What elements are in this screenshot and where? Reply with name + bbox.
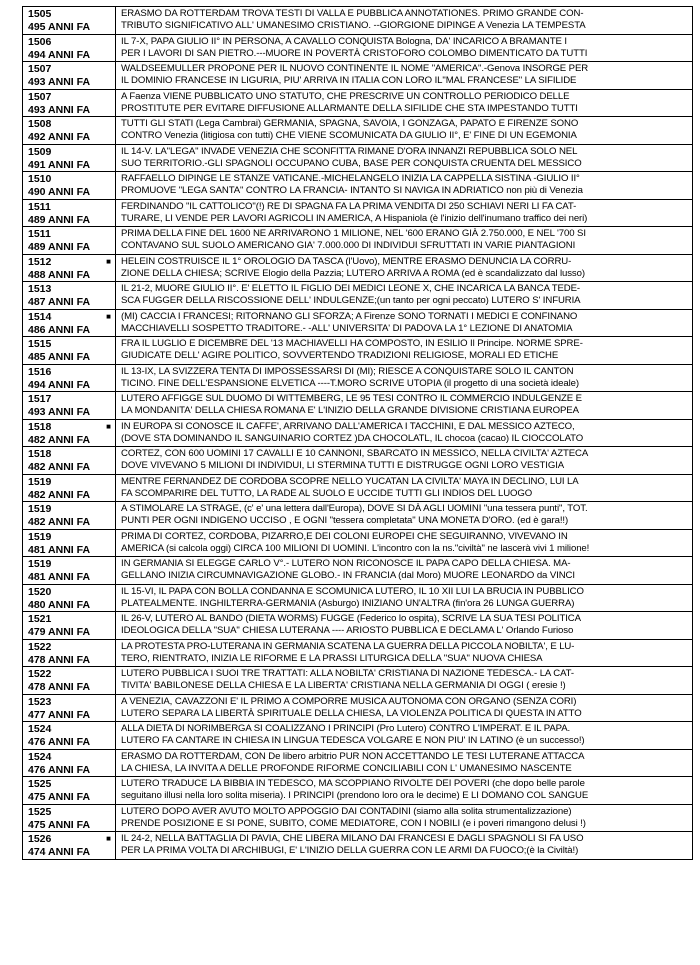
timeline-row (23, 639, 693, 667)
event-text (116, 172, 693, 200)
timeline-row (23, 502, 693, 530)
event-line: A Faenza VIENE PUBBLICATO UNO STATUTO, CHE PRESCRIVE UN CONTROLLO PERIODICO DELLE (121, 90, 570, 102)
event-text (116, 639, 693, 667)
event-line: PLATEALMENTE. INGHILTERRA-GERMANIA (Asburgo) INIZIANO UN'ALTRA (fin'ora 26 LUNGA GUERRA) (121, 597, 575, 609)
event-line: DOVE VIVEVANO 5 MILIONI DI INDIVIDUI, LI STERMINA TUTTI E DISTRUGGE OGNI LORO VESTIGIA (121, 460, 565, 472)
timeline-row (23, 722, 693, 750)
event-line: (MI) CACCIA I FRANCESI; RITORNANO GLI SFORZA; A Firenze SONO TORNATI I MEDICI E CONFINANO (121, 310, 578, 322)
date-cell (23, 227, 116, 255)
year-label: 1524 (28, 723, 52, 735)
event-line: FRA IL LUGLIO E DICEMBRE DEL '13 MACHIAVELLI HA COMPOSTO, IN ESILIO Il Principe. NORME SPRE- (121, 338, 583, 349)
years-ago-label: 493 ANNI FA (28, 76, 91, 88)
event-text (116, 777, 693, 805)
year-label: 1518 (28, 448, 52, 460)
years-ago-label: 495 ANNI FA (28, 21, 91, 33)
year-label: 1522 (28, 668, 52, 680)
years-ago-label: 475 ANNI FA (28, 791, 91, 803)
timeline-row (23, 364, 693, 392)
timeline-row (23, 254, 693, 282)
event-line: IDEOLOGICA DELLA "SUA" CHIESA LUTERANA ---- ARIOSTO PUBBLICA E DECLAMA L' Orlando Furioso (121, 625, 574, 637)
timeline-row (23, 804, 693, 832)
event-line: LA CHIESA, LA INVITA A DELLE PROFONDE RIFORME CONCILIABILI CON L' UMANESIMO NASCENTE (121, 762, 572, 774)
event-text (116, 89, 693, 117)
event-line: ZIONE DELLA CHIESA; SCRIVE Elogio della Pazzia; LUTERO ARRIVA A ROMA (ed è scandalizzato dal lusso) (121, 267, 585, 279)
years-ago-label: 476 ANNI FA (28, 736, 91, 748)
event-line: TICINO. FINE DELL'ESPANSIONE ELVETICA ----T.MORO SCRIVE UTOPIA (il progetto di una società ideale) (121, 377, 580, 389)
year-label: 1517 (28, 393, 52, 405)
year-label: 1510 (28, 173, 52, 185)
date-cell (23, 337, 116, 365)
years-ago-label: 482 ANNI FA (28, 488, 91, 501)
event-line: IL DOMINIO FRANCESE IN LIGURIA, PIU' ARRIVA IN ITALIA CON LORO IL"MAL FRANCESE" LA SIFILIDE (121, 75, 577, 87)
timeline-row (23, 419, 693, 447)
years-ago-label: 490 ANNI FA (28, 186, 91, 198)
date-cell (23, 777, 116, 805)
years-ago-label: 489 ANNI FA (28, 213, 91, 226)
event-line: ERASMO DA ROTTERDAM TROVA TESTI DI VALLA E PUBBLICA ANNOTATIONES. PRIMO GRANDE CON- (121, 8, 584, 19)
event-line: IL 13-IX, LA SVIZZERA TENTA DI IMPOSSESSARSI DI (MI); RIESCE A CONQUISTARE SOLO IL CANTON (121, 365, 574, 377)
date-cell (23, 364, 116, 392)
year-label: 1521 (28, 613, 52, 625)
event-line: MENTRE FERNANDEZ DE CORDOBA SCOPRE NELLO YUCATAN LA CIVILTA' MAYA IN DECLINO, LUI LA (121, 475, 579, 487)
event-text (116, 282, 693, 310)
year-label: 1523 (28, 695, 52, 708)
event-line: TRIBUTO SIGNIFICATIVO ALL' UMANESIMO CRISTIANO. --GIORGIONE DIPINGE A Venezia LA TEMPESTA (121, 20, 586, 32)
date-cell (23, 639, 116, 667)
timeline-row (23, 62, 693, 90)
timeline-row (23, 777, 693, 805)
years-ago-label: 486 ANNI FA (28, 323, 91, 336)
event-line: LUTERO FA CANTARE IN CHIESA IN LINGUA TEDESCA VOLGARE E NON PIU' IN LATINO (è un successo!) (121, 735, 585, 747)
years-ago-label: 475 ANNI FA (28, 818, 91, 831)
timeline-row (23, 612, 693, 640)
date-cell (23, 502, 116, 530)
date-cell (23, 282, 116, 310)
timeline-row (23, 584, 693, 612)
event-text (116, 254, 693, 282)
year-label: 1508 (28, 118, 52, 130)
year-label: 1526 (28, 833, 52, 845)
event-line: (DOVE STA DOMINANDO IL SANGUINARIO CORTEZ )DA CHOCOLATL, IL chocoa (cacao) IL CIOCCOLATO (121, 432, 584, 444)
event-line: ALLA DIETA DI NORIMBERGA SI COALIZZANO I PRINCIPI (Pro Lutero) CONTRO L'IMPERAT. E IL PAPA. (121, 723, 571, 734)
event-line: ERASMO DA ROTTERDAM, CON De libero arbitrio PUR NON ACCETTANDO LE TESI LUTERANE ATTACCA (121, 750, 585, 762)
years-ago-label: 482 ANNI FA (28, 433, 91, 446)
years-ago-label: 494 ANNI FA (28, 378, 91, 391)
years-ago-label: 478 ANNI FA (28, 653, 91, 666)
years-ago-label: 479 ANNI FA (28, 626, 91, 638)
years-ago-label: 491 ANNI FA (28, 158, 91, 171)
year-label: 1512 (28, 255, 52, 268)
date-cell (23, 832, 116, 860)
event-text (116, 694, 693, 722)
timeline-row (23, 89, 693, 117)
event-line: TIVITA' BABILONESE DELLA CHIESA E LA LIBERTA' CRISTIANA NELLA GERMANIA DI OGGI ( eresie !) (121, 680, 566, 692)
event-text (116, 34, 693, 62)
date-cell (23, 89, 116, 117)
years-ago-label: 489 ANNI FA (28, 241, 91, 253)
timeline-row (23, 199, 693, 227)
timeline-row (23, 667, 693, 695)
year-label: 1507 (28, 63, 52, 75)
event-line: RAFFAELLO DIPINGE LE STANZE VATICANE.-MICHELANGELO INIZIA LA CAPPELLA SISTINA -GIULIO II° (121, 173, 580, 184)
date-cell (23, 584, 116, 612)
event-text (116, 722, 693, 750)
event-line: WALDSEEMULLER PROPONE PER IL NUOVO CONTINENTE IL NOME "AMERICA".-Genova INSORGE PER (121, 63, 589, 74)
date-cell (23, 694, 116, 722)
event-line: IL 21-2, MUORE GIULIO II°. E' ELETTO IL FIGLIO DEI MEDICI LEONE X, CHE INCARICA LA BANCA TEDE- (121, 283, 581, 294)
event-line: PER I LAVORI DI SAN PIETRO.---MUORE IN POVERTÀ CRISTOFORO COLOMBO DIMENTICATO DA TUTTI (121, 47, 588, 59)
event-text (116, 337, 693, 365)
event-line: TUTTI GLI STATI (Lega Cambrai) GERMANIA, SPAGNA, SAVOIA, I GONZAGA, PAPATO E FIRENZE SONO (121, 118, 579, 129)
year-label: 1519 (28, 503, 52, 515)
timeline-row (23, 34, 693, 62)
event-line: IL 15-VI, IL PAPA CON BOLLA CONDANNA E SCOMUNICA LUTERO, IL 10 XII LUI LA BRUCIA IN PUBBLICO (121, 585, 584, 597)
event-line: IL 7-X, PAPA GIULIO II° IN PERSONA, A CAVALLO CONQUISTA Bologna, DA' INCARICO A BRAMANTE I (121, 35, 567, 47)
timeline-body (23, 7, 693, 860)
event-line: HELEIN COSTRUISCE IL 1° OROLOGIO DA TASCA (l'Uovo), MENTRE ERASMO DENUNCIA LA CORRU- (121, 255, 572, 267)
date-cell (23, 667, 116, 695)
event-text (116, 62, 693, 90)
date-cell (23, 749, 116, 777)
square-marker-icon: ■ (106, 256, 111, 266)
timeline-table (22, 6, 693, 860)
date-cell (23, 7, 116, 35)
year-label: 1511 (28, 200, 51, 213)
event-line: PRIMA DELLA FINE DEL 1600 NE ARRIVARONO 1 MILIONE, NEL '600 ERANO GIÀ 2.750.000, E NEL '700 SI (121, 228, 586, 239)
event-text (116, 447, 693, 475)
date-cell (23, 529, 116, 557)
year-label: 1525 (28, 778, 52, 790)
date-cell (23, 117, 116, 145)
date-cell (23, 309, 116, 337)
event-text (116, 364, 693, 392)
event-line: PRENDE POSIZIONE E SI PONE, SUBITO, COME MEDIATORE, CON I NOBILI (e i poveri rimangono delusi !) (121, 817, 586, 829)
event-line: PUNTI PER OGNI INDIGENO UCCISO , E OGNI "tessera completata" UNA MONETA D'ORO. (ed è gara!!) (121, 515, 569, 527)
event-line: IL 14-V. LA"LEGA" INVADE VENEZIA CHE SCONFITTA RIMANE D'ORA INNANZI REPUBBLICA SOLO NEL (121, 145, 578, 157)
year-label: 1520 (28, 585, 52, 598)
event-line: IN GERMANIA SI ELEGGE CARLO V°.- LUTERO NON RICONOSCE IL PAPA CAPO DELLA CHIESA. MA- (121, 558, 571, 569)
year-label: 1522 (28, 640, 52, 653)
event-text (116, 529, 693, 557)
event-text (116, 7, 693, 35)
event-text (116, 474, 693, 502)
timeline-row (23, 144, 693, 172)
event-text (116, 392, 693, 420)
date-cell (23, 172, 116, 200)
event-line: PER LA PRIMA VOLTA DI ARCHIBUGI, E' L'INIZIO DELLA GUERRA CON LE ARMI DA FUOCO;(è la Civiltà!) (121, 845, 579, 857)
event-line: FERDINANDO "IL CATTOLICO"(!) RE DI SPAGNA FA LA PRIMA VENDITA DI 250 SCHIAVI NERI LI FA CAT- (121, 200, 577, 212)
event-text (116, 117, 693, 145)
timeline-row (23, 172, 693, 200)
timeline-row (23, 337, 693, 365)
event-line: LUTERO AFFIGGE SUL DUOMO DI WITTEMBERG, LE 95 TESI CONTRO IL COMMERCIO INDULGENZE E (121, 393, 582, 404)
year-label: 1524 (28, 750, 52, 763)
year-label: 1516 (28, 365, 52, 378)
timeline-row (23, 832, 693, 860)
timeline-row (23, 474, 693, 502)
event-line: LUTERO TRADUCE LA BIBBIA IN TEDESCO, MA SCOPPIANO RIVOLTE DEI POVERI (che dopo belle parole (121, 778, 585, 789)
years-ago-label: 474 ANNI FA (28, 846, 91, 858)
years-ago-label: 488 ANNI FA (28, 268, 91, 281)
event-line: A VENEZIA, CAVAZZONI E' IL PRIMO A COMPORRE MUSICA AUTONOMA CON ORGANO (SENZA CORI) (121, 695, 577, 707)
date-cell (23, 144, 116, 172)
event-line: seguitano illusi nella loro solita miseria). I PRINCIPI (prendono loro ora le decime) E LI DOMANO COL SANGUE (121, 790, 589, 802)
event-line: MACCHIAVELLI SOSPETTO TRADITORE.- -ALL' UNIVERSITA' DI PADOVA LA 1° LEZIONE DI ANATOMIA (121, 322, 573, 334)
event-line: CONTRO Venezia (litigiosa con tutti) CHE VIENE SCOMUNICATA DA GIULIO II°, E' FINE DI UN EGEMONIA (121, 130, 577, 142)
event-line: CORTEZ, CON 600 UOMINI 17 CAVALLI E 10 CANNONI, SBARCATO IN MESSICO, NELLA CIVILTA' AZTECA (121, 448, 589, 459)
timeline-row (23, 529, 693, 557)
square-marker-icon: ■ (106, 421, 111, 431)
event-text (116, 749, 693, 777)
date-cell (23, 722, 116, 750)
event-line: LA PROTESTA PRO-LUTERANA IN GERMANIA SCATENA LA GUERRA DELLA PICCOLA NOBILTA', E LU- (121, 640, 575, 652)
event-text (116, 199, 693, 227)
timeline-row (23, 282, 693, 310)
event-text (116, 502, 693, 530)
years-ago-label: 492 ANNI FA (28, 131, 91, 143)
years-ago-label: 493 ANNI FA (28, 103, 91, 116)
timeline-row (23, 694, 693, 722)
event-text (116, 667, 693, 695)
timeline-row (23, 117, 693, 145)
square-marker-icon: ■ (106, 311, 111, 321)
years-ago-label: 481 ANNI FA (28, 571, 91, 583)
event-line: A STIMOLARE LA STRAGE, (c' e' una lettera dall'Europa), DOVE SI DÀ AGLI UOMINI "una tessera punti", TOT. (121, 503, 588, 514)
event-line: PROSTITUTE PER EVITARE DIFFUSIONE ALLARMANTE DELLA SIFILIDE CHE STA IMPESTANDO TUTTI (121, 102, 578, 114)
year-label: 1505 (28, 8, 52, 20)
years-ago-label: 481 ANNI FA (28, 543, 91, 556)
year-label: 1511 (28, 228, 51, 240)
event-text (116, 612, 693, 640)
event-line: CONTAVANO SUL SUOLO AMERICANO GIA' 7.000.000 DI INDIVIDUI SFRUTTATI IN VARIE PIANTAGIONI (121, 240, 576, 252)
timeline-row (23, 447, 693, 475)
date-cell (23, 447, 116, 475)
timeline-row (23, 309, 693, 337)
year-label: 1514 (28, 310, 52, 323)
timeline-row (23, 392, 693, 420)
date-cell (23, 612, 116, 640)
event-line: IL 24-2, NELLA BATTAGLIA DI PAVIA, CHE LIBERA MILANO DAI FRANCESI E DAGLI SPAGNOLI SI FA USO (121, 833, 584, 844)
year-label: 1515 (28, 338, 52, 350)
year-label: 1525 (28, 805, 52, 818)
year-label: 1513 (28, 283, 52, 295)
event-line: IL 26-V, LUTERO AL BANDO (DIETA WORMS) FUGGE (Federico lo ospita), SCRIVE LA SUA TESI POLITICA (121, 613, 581, 624)
years-ago-label: 493 ANNI FA (28, 406, 91, 418)
event-line: TURARE, LI VENDE PER LAVORI AGRICOLI IN AMERICA, A Hispaniola (è l'inizio dell'inumano traffico dei neri) (121, 212, 588, 224)
timeline-row (23, 7, 693, 35)
date-cell (23, 199, 116, 227)
year-label: 1519 (28, 530, 52, 543)
event-line: PRIMA DI CORTEZ, CORDOBA, PIZARRO,E DEI COLONI EUROPEI CHE SEGUIRANNO, VIVEVANO IN (121, 530, 568, 542)
years-ago-label: 478 ANNI FA (28, 681, 91, 693)
years-ago-label: 476 ANNI FA (28, 763, 91, 776)
event-text (116, 557, 693, 585)
years-ago-label: 477 ANNI FA (28, 708, 91, 721)
years-ago-label: 485 ANNI FA (28, 351, 91, 363)
event-line: IN EUROPA SI CONOSCE IL CAFFE', ARRIVANO DALL'AMERICA I TACCHINI, E DAL MESSICO AZTECO, (121, 420, 575, 432)
date-cell (23, 392, 116, 420)
year-label: 1519 (28, 558, 52, 570)
event-text (116, 832, 693, 860)
years-ago-label: 487 ANNI FA (28, 296, 91, 308)
years-ago-label: 480 ANNI FA (28, 598, 91, 611)
square-marker-icon: ■ (106, 834, 111, 843)
event-line: SUO TERRITORIO.-GLI SPAGNOLI OCCUPANO CUBA, BASE PER CONQUISTA CRUENTA DEL MESSICO (121, 157, 582, 169)
event-text (116, 144, 693, 172)
event-text (116, 309, 693, 337)
date-cell (23, 62, 116, 90)
date-cell (23, 34, 116, 62)
years-ago-label: 482 ANNI FA (28, 516, 91, 528)
date-cell (23, 804, 116, 832)
timeline-row (23, 749, 693, 777)
event-text (116, 227, 693, 255)
years-ago-label: 494 ANNI FA (28, 48, 91, 61)
event-line: FA SCOMPARIRE DEL TUTTO, LA RADE AL SUOLO E UCCIDE TUTTI GLI INDIOS DEL LUOGO (121, 487, 533, 499)
date-cell (23, 419, 116, 447)
event-line: PROMUOVE "LEGA SANTA" CONTRO LA FRANCIA- INTANTO SI NAVIGA IN ADRIATICO non più di Venezia (121, 185, 583, 197)
event-line: LUTERO DOPO AVER AVUTO MOLTO APPOGGIO DAI CONTADINI (siamo alla solita strumentalizzazione) (121, 805, 572, 817)
event-line: LA MONDANITA' DELLA CHIESA ROMANA E' L'INIZIO DELLA GRANDE DIVISIONE CRISTIANA EUROPEA (121, 405, 579, 417)
event-text (116, 584, 693, 612)
event-line: AMERICA (si calcola oggi) CIRCA 100 MILIONI DI UOMINI. L'incontro con la ns."civiltà" ne lascerà vivi 1 milione! (121, 542, 590, 554)
event-text (116, 804, 693, 832)
event-text (116, 419, 693, 447)
event-line: SCA FUGGER DELLA RISCOSSIONE DELL' INDULGENZE;(un tanto per ogni peccato) LUTERO S' INFURIA (121, 295, 581, 307)
date-cell (23, 254, 116, 282)
year-label: 1518 (28, 420, 52, 433)
event-line: LUTERO PUBBLICA I SUOI TRE TRATTATI: ALLA NOBILTA' CRISTIANA DI NAZIONE TEDESCA.- LA CAT- (121, 668, 575, 679)
year-label: 1509 (28, 145, 52, 158)
timeline-row (23, 227, 693, 255)
date-cell (23, 557, 116, 585)
timeline-row (23, 557, 693, 585)
event-line: TERO, RIENTRATO, INIZIA LE RIFORME E LA PRASSI LITURGICA DELLA "SUA" NUOVA CHIESA (121, 652, 543, 664)
date-cell (23, 474, 116, 502)
event-line: GELLANO INIZIA CIRCUMNAVIGAZIONE GLOBO.- IN FRANCIA (dal Moro) MUORE LEONARDO da VINCI (121, 570, 575, 582)
year-label: 1519 (28, 475, 52, 488)
year-label: 1507 (28, 90, 52, 103)
event-line: LUTERO SEPARA LA LIBERTÀ SPIRITUALE DELLA CHIESA, LA VIOLENZA POLITICA DI QUESTA IN ATTO (121, 707, 582, 719)
year-label: 1506 (28, 35, 52, 48)
event-line: GIUDICATE DELL' AGIRE POLITICO, SOVVERTENDO TRADIZIONI RELIGIOSE, MORALI ED ETICHE (121, 350, 559, 362)
years-ago-label: 482 ANNI FA (28, 461, 91, 473)
